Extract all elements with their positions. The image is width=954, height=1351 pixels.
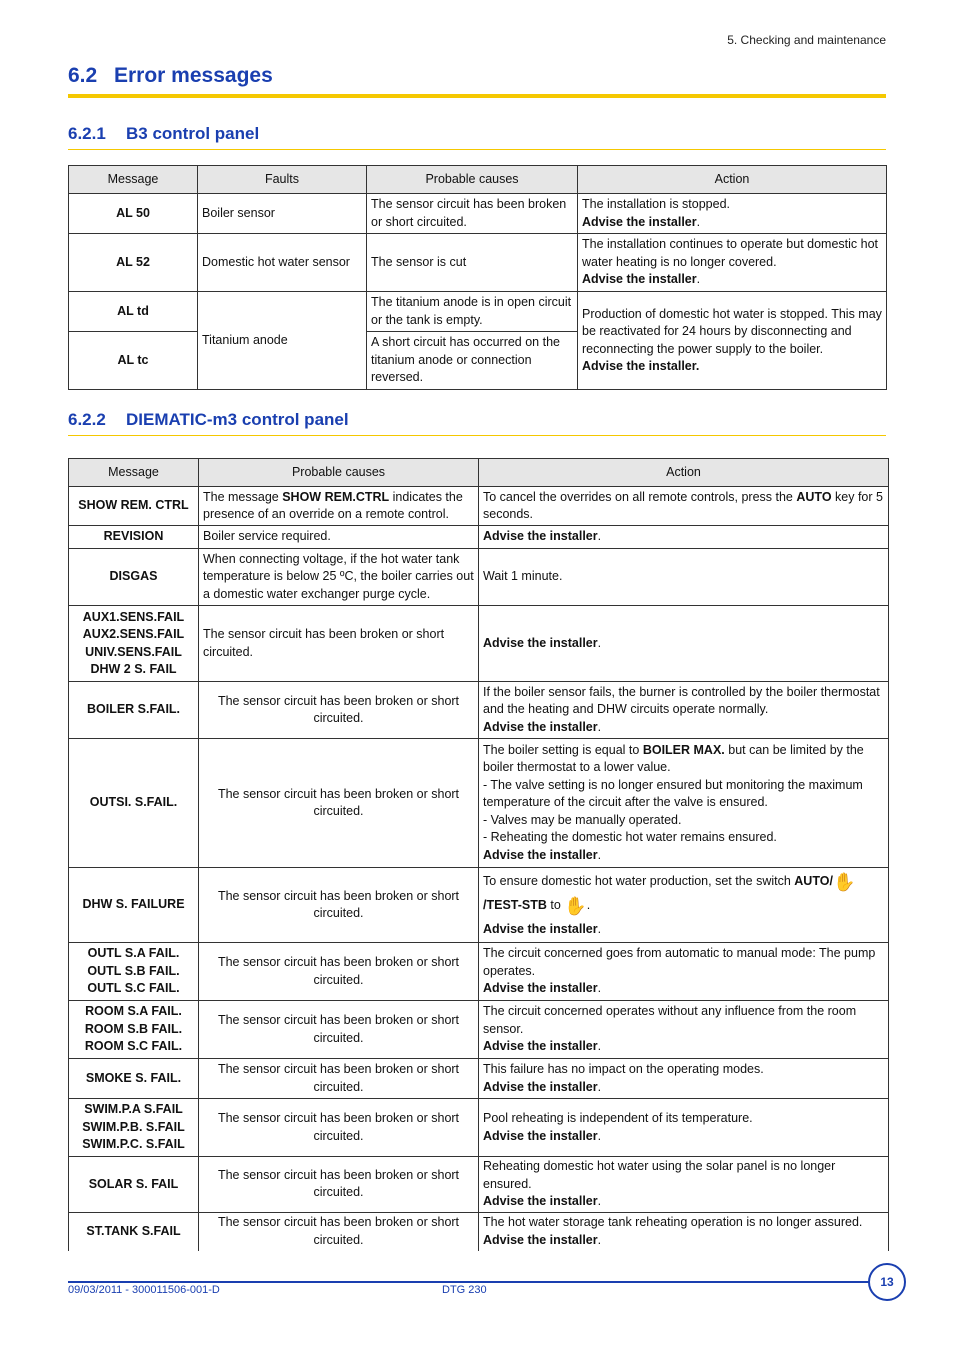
- table-row: [69, 1157, 889, 1213]
- table-row: [69, 682, 889, 739]
- cause-cell: The message SHOW REM.CTRL indicates the presence of an override on a remote control.: [199, 487, 479, 526]
- table-row: [69, 739, 889, 868]
- footer-model: DTG 230: [442, 1284, 487, 1296]
- action-cell: To cancel the overrides on all remote controls, press the AUTO key for 5 seconds.: [479, 487, 889, 526]
- cause-cell: The sensor circuit has been broken or short circuited.: [199, 943, 479, 1001]
- table-row: [69, 292, 887, 332]
- cause-cell: The sensor is cut: [367, 234, 578, 292]
- action-cell: The installation is stopped. Advise the installer.: [578, 194, 887, 234]
- subsection-title: B3 control panel: [126, 124, 260, 143]
- message-code: DISGAS: [69, 549, 199, 606]
- subsection-heading-diematic: [68, 410, 886, 436]
- action-cell: The circuit concerned operates without any influence from the room sensor. Advise the installer.: [479, 1001, 889, 1059]
- action-cell: Production of domestic hot water is stopped. This may be reactivated for 24 hours by disconnecting and reconnecting the power supply to the boiler. Advise the installer.: [578, 292, 887, 390]
- action-cell: The circuit concerned goes from automatic to manual mode: The pump operates. Advise the installer.: [479, 943, 889, 1001]
- cause-cell: The sensor circuit has been broken or short circuited.: [199, 1059, 479, 1099]
- action-cell: The hot water storage tank reheating operation is no longer assured. Advise the installer.: [479, 1212, 889, 1251]
- cause-cell: When connecting voltage, if the hot water tank temperature is below 25 ºC, the boiler carries out a domestic water exchanger purge cycle.: [199, 549, 479, 606]
- action-cell: This failure has no impact on the operating modes. Advise the installer.: [479, 1059, 889, 1099]
- subsection-title: DIEMATIC-m3 control panel: [126, 410, 349, 429]
- cause-cell: The sensor circuit has been broken or short circuited.: [367, 194, 578, 234]
- section-number: 6.2: [68, 64, 98, 87]
- cause-cell: The sensor circuit has been broken or short circuited.: [199, 606, 479, 682]
- message-code: OUTL S.A FAIL. OUTL S.B FAIL. OUTL S.C FAIL.: [69, 943, 199, 1001]
- action-cell: The boiler setting is equal to BOILER MAX. but can be limited by the boiler thermostat to a lower value. - The valve setting is no longer ensured but monitoring the maximum temperature of the circuit after the valve is ensured. - Valves may be manually operated. - Reheating the domestic hot water remains ensured. Advise the installer.: [479, 739, 889, 868]
- b3-error-table: [68, 165, 887, 390]
- table-header-row: [69, 166, 887, 194]
- footer-rule: [68, 1281, 874, 1283]
- section-heading: [68, 64, 886, 98]
- message-code: AL td: [69, 292, 198, 332]
- message-code: AL 52: [69, 234, 198, 292]
- cause-cell: Boiler service required.: [199, 526, 479, 549]
- table-row: [69, 526, 889, 549]
- table-row: [69, 234, 887, 292]
- cause-cell: The sensor circuit has been broken or short circuited.: [199, 1212, 479, 1251]
- table-row: [69, 943, 889, 1001]
- fault-cell: Boiler sensor: [198, 194, 367, 234]
- message-code: AL tc: [69, 332, 198, 390]
- fault-cell: Titanium anode: [198, 292, 367, 390]
- col-header: Message: [69, 459, 199, 487]
- message-code: REVISION: [69, 526, 199, 549]
- action-cell: To ensure domestic hot water production, set the switch AUTO/✋/TEST-STB to ✋. Advise the installer.: [479, 868, 889, 943]
- message-code: SMOKE S. FAIL.: [69, 1059, 199, 1099]
- cause-cell: The sensor circuit has been broken or short circuited.: [199, 868, 479, 943]
- message-code: AUX1.SENS.FAIL AUX2.SENS.FAIL UNIV.SENS.FAIL DHW 2 S. FAIL: [69, 606, 199, 682]
- message-code: SOLAR S. FAIL: [69, 1157, 199, 1213]
- col-header: Action: [479, 459, 889, 487]
- col-header: Message: [69, 166, 198, 194]
- action-cell: Pool reheating is independent of its temperature. Advise the installer.: [479, 1099, 889, 1157]
- message-code: ROOM S.A FAIL. ROOM S.B FAIL. ROOM S.C FAIL.: [69, 1001, 199, 1059]
- diematic-error-table: [68, 458, 889, 1251]
- table-row: [69, 487, 889, 526]
- action-cell: Reheating domestic hot water using the solar panel is no longer ensured. Advise the installer.: [479, 1157, 889, 1213]
- manual-hand-icon: ✋: [564, 895, 587, 916]
- cause-cell: The sensor circuit has been broken or short circuited.: [199, 1157, 479, 1213]
- message-code: SWIM.P.A S.FAIL SWIM.P.B. S.FAIL SWIM.P.C. S.FAIL: [69, 1099, 199, 1157]
- manual-hand-icon: ✋: [832, 871, 856, 892]
- subsection-number: 6.2.2: [68, 410, 106, 429]
- action-cell: Advise the installer.: [479, 526, 889, 549]
- cause-cell: A short circuit has occurred on the titanium anode or connection reversed.: [367, 332, 578, 390]
- message-code: DHW S. FAILURE: [69, 868, 199, 943]
- col-header: Probable causes: [199, 459, 479, 487]
- subsection-heading-b3: [68, 124, 886, 150]
- fault-cell: Domestic hot water sensor: [198, 234, 367, 292]
- cause-cell: The sensor circuit has been broken or short circuited.: [199, 739, 479, 868]
- message-code: SHOW REM. CTRL: [69, 487, 199, 526]
- action-cell: Advise the installer.: [479, 606, 889, 682]
- col-header: Faults: [198, 166, 367, 194]
- message-code: AL 50: [69, 194, 198, 234]
- table-row: [69, 606, 889, 682]
- table-row: [69, 1212, 889, 1251]
- table-row: [69, 1001, 889, 1059]
- table-header-row: [69, 459, 889, 487]
- action-cell: If the boiler sensor fails, the burner is controlled by the boiler thermostat and the heating and DHW circuits operate normally. Advise the installer.: [479, 682, 889, 739]
- cause-cell: The sensor circuit has been broken or short circuited.: [199, 1099, 479, 1157]
- section-title: Error messages: [114, 64, 273, 87]
- message-code: ST.TANK S.FAIL: [69, 1212, 199, 1251]
- cause-cell: The sensor circuit has been broken or short circuited.: [199, 682, 479, 739]
- action-cell: Wait 1 minute.: [479, 549, 889, 606]
- table-row: [69, 549, 889, 606]
- table-row: [69, 1099, 889, 1157]
- footer-date-ref: 09/03/2011 - 300011506-001-D: [68, 1284, 220, 1296]
- running-header: 5. Checking and maintenance: [727, 33, 886, 47]
- page-number: 13: [868, 1263, 906, 1301]
- table-row: [69, 194, 887, 234]
- action-cell: The installation continues to operate but domestic hot water heating is no longer covered. Advise the installer.: [578, 234, 887, 292]
- table-row: [69, 1059, 889, 1099]
- col-header: Probable causes: [367, 166, 578, 194]
- message-code: OUTSI. S.FAIL.: [69, 739, 199, 868]
- cause-cell: The titanium anode is in open circuit or the tank is empty.: [367, 292, 578, 332]
- table-row: [69, 868, 889, 943]
- col-header: Action: [578, 166, 887, 194]
- cause-cell: The sensor circuit has been broken or short circuited.: [199, 1001, 479, 1059]
- message-code: BOILER S.FAIL.: [69, 682, 199, 739]
- subsection-number: 6.2.1: [68, 124, 106, 143]
